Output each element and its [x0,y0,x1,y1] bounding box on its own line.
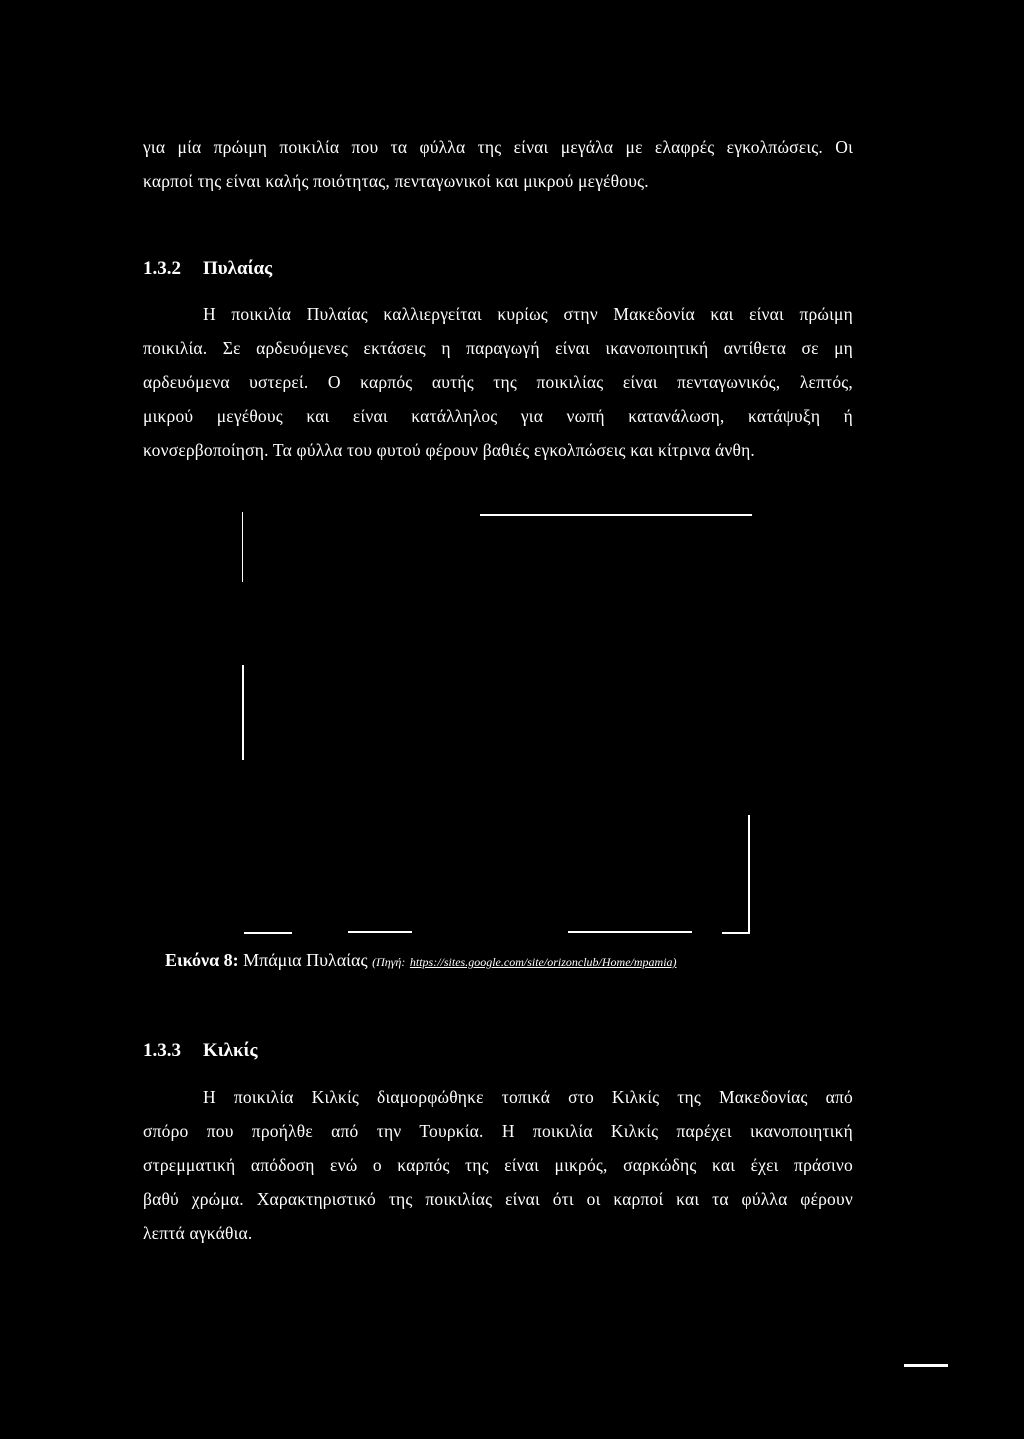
text-line: στρεμματική απόδοση ενώ ο καρπός της είναι μικρός, σαρκώδης και έχει πράσινο [143,1155,853,1175]
section-number: 1.3.2 [143,258,181,279]
text-line: καρποί της είναι καλής ποιότητας, πενταγωνικοί και μικρού μεγέθους. [143,171,649,191]
okra-pylaias-photo [236,500,756,940]
text-line: Η ποικιλία Κιλκίς διαμορφώθηκε τοπικά στο Κιλκίς της Μακεδονίας από [203,1087,853,1107]
text-line: αρδευόμενα υστερεί. Ο καρπός αυτής της ποικιλίας είναι πενταγωνικός, λεπτός, [143,372,853,392]
text-line: βαθύ χρώμα. Χαρακτηριστικό της ποικιλίας είναι ότι οι καρποί και τα φύλλα φέρουν [143,1189,853,1209]
footer-rule [904,1364,948,1367]
section-title: Πυλαίας [203,258,273,279]
intro-paragraph [143,130,853,198]
section-heading-kilkis [143,1040,257,1062]
figure-caption-text: Μπάμια Πυλαίας [243,950,368,970]
figure-caption [165,950,677,971]
section-title: Κιλκίς [203,1040,258,1061]
figure-label: Εικόνα 8: [165,950,239,970]
pylaias-paragraph [143,297,853,467]
figure-source-prefix: (Πηγή: [372,955,406,969]
text-line: σπόρο που προήλθε από την Τουρκία. Η ποικιλία Κιλκίς παρέχει ικανοποιητική [143,1121,853,1141]
text-line: μικρού μεγέθους και είναι κατάλληλος για νωπή κατανάλωση, κατάψυξη ή [143,406,853,426]
figure-source-link[interactable]: https://sites.google.com/site/orizonclub/Home/mpamia) [409,955,677,969]
section-heading-pylaias [143,258,272,280]
text-line: λεπτά αγκάθια. [143,1223,253,1243]
text-line: Η ποικιλία Πυλαίας καλλιεργείται κυρίως στην Μακεδονία και είναι πρώιμη [203,304,853,324]
text-line: ποικιλία. Σε αρδευόμενες εκτάσεις η παραγωγή είναι ικανοποιητική αντίθετα σε μη [143,338,853,358]
section-number: 1.3.3 [143,1040,181,1061]
kilkis-paragraph [143,1080,853,1250]
text-line: κονσερβοποίηση. Τα φύλλα του φυτού φέρουν βαθιές εγκολπώσεις και κίτρινα άνθη. [143,440,756,460]
text-line: για μία πρώιμη ποικιλία που τα φύλλα της είναι μεγάλα με ελαφρές εγκολπώσεις. Οι [143,137,853,157]
